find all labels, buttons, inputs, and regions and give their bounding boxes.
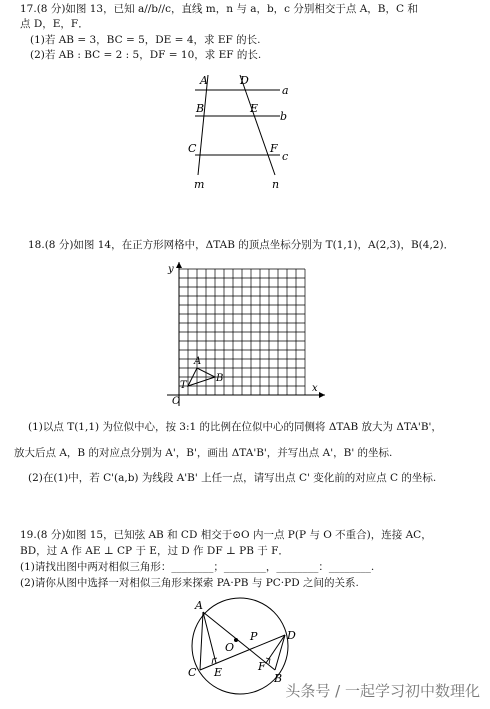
- label-x: x: [312, 383, 318, 394]
- label-c: c: [282, 150, 289, 163]
- x-axis-arrow: [319, 392, 325, 398]
- q17-line1: 17.(8 分)如图 13，已知 a//b//c，直线 m，n 与 a，b，c 分别相交于点 A，B，C 和: [20, 3, 418, 15]
- q18-line1: 18.(8 分)如图 14，在正方形网格中，ΔTAB 的顶点坐标分别为 T(1,1)，A(2,3)，B(4,2)．: [28, 239, 455, 251]
- segment-AE: [203, 612, 216, 663]
- label-A: A: [194, 356, 202, 367]
- label-B: B: [216, 373, 224, 384]
- segment-BD: [275, 635, 285, 670]
- label-n: n: [272, 178, 280, 191]
- label-E: E: [214, 666, 223, 679]
- watermark-text: 头条号 / 一起学习初中数理化: [285, 682, 480, 700]
- label-P: P: [250, 630, 258, 643]
- chord-CD: [200, 635, 285, 670]
- q19-part1: (1)请找出图中两对相似三角形：________；________，________：________.: [20, 561, 375, 573]
- label-O: O: [225, 641, 235, 654]
- label-O: O: [172, 396, 181, 407]
- q19-part2: (2)请你从图中选择一对相似三角形来探索 PA·PB 与 PC·PD 之间的关系.: [20, 577, 359, 589]
- label-D: D: [287, 629, 296, 642]
- label-E: E: [250, 102, 259, 115]
- label-C: C: [188, 142, 197, 155]
- label-F: F: [258, 660, 266, 673]
- q18-part1a: (1)以点 T(1,1) 为位似中心，按 3:1 的比例在位似中心的同侧将 ΔTAB 放大为 ΔTA'B'，: [28, 421, 442, 433]
- q18-part1b: 放大后点 A，B 的对应点分别为 A'，B'，画出 ΔTA'B'，并写出点 A'，B' 的坐标.: [14, 447, 393, 459]
- q17-part1: (1)若 AB = 3，BC = 5，DE = 4，求 EF 的长.: [30, 34, 261, 46]
- square-grid: [179, 269, 305, 395]
- label-F: F: [270, 142, 278, 155]
- label-T: T: [180, 380, 187, 391]
- q18-grid-figure: [160, 258, 330, 408]
- label-A: A: [195, 599, 203, 612]
- label-A: A: [200, 74, 208, 87]
- label-a: a: [282, 84, 289, 97]
- label-C: C: [188, 666, 197, 679]
- label-D: D: [240, 74, 249, 87]
- label-b: b: [280, 110, 288, 123]
- segment-AC: [200, 612, 203, 670]
- q17-part2: (2)若 AB : BC = 2 : 5，DF = 10，求 EF 的长.: [30, 49, 262, 61]
- label-B: B: [196, 102, 205, 115]
- q17-line2: 点 D，E，F．: [20, 18, 89, 30]
- q18-part2: (2)在(1)中，若 C'(a,b) 为线段 A'B' 上任一点，请写出点 C' 变化前的对应点 C 的坐标.: [28, 472, 437, 484]
- q19-line1: 19.(8 分)如图 15，已知弦 AB 和 CD 相交于⊙O 内一点 P(P 与 O 不重合)，连接 AC，: [20, 529, 432, 541]
- label-y: y: [168, 264, 174, 275]
- y-axis-arrow: [176, 262, 182, 268]
- label-B: B: [274, 672, 283, 685]
- label-m: m: [194, 178, 205, 191]
- q17-figure: [180, 70, 320, 195]
- q19-line2: BD，过 A 作 AE ⊥ CP 于 E，过 D 作 DF ⊥ PB 于 F．: [20, 545, 289, 557]
